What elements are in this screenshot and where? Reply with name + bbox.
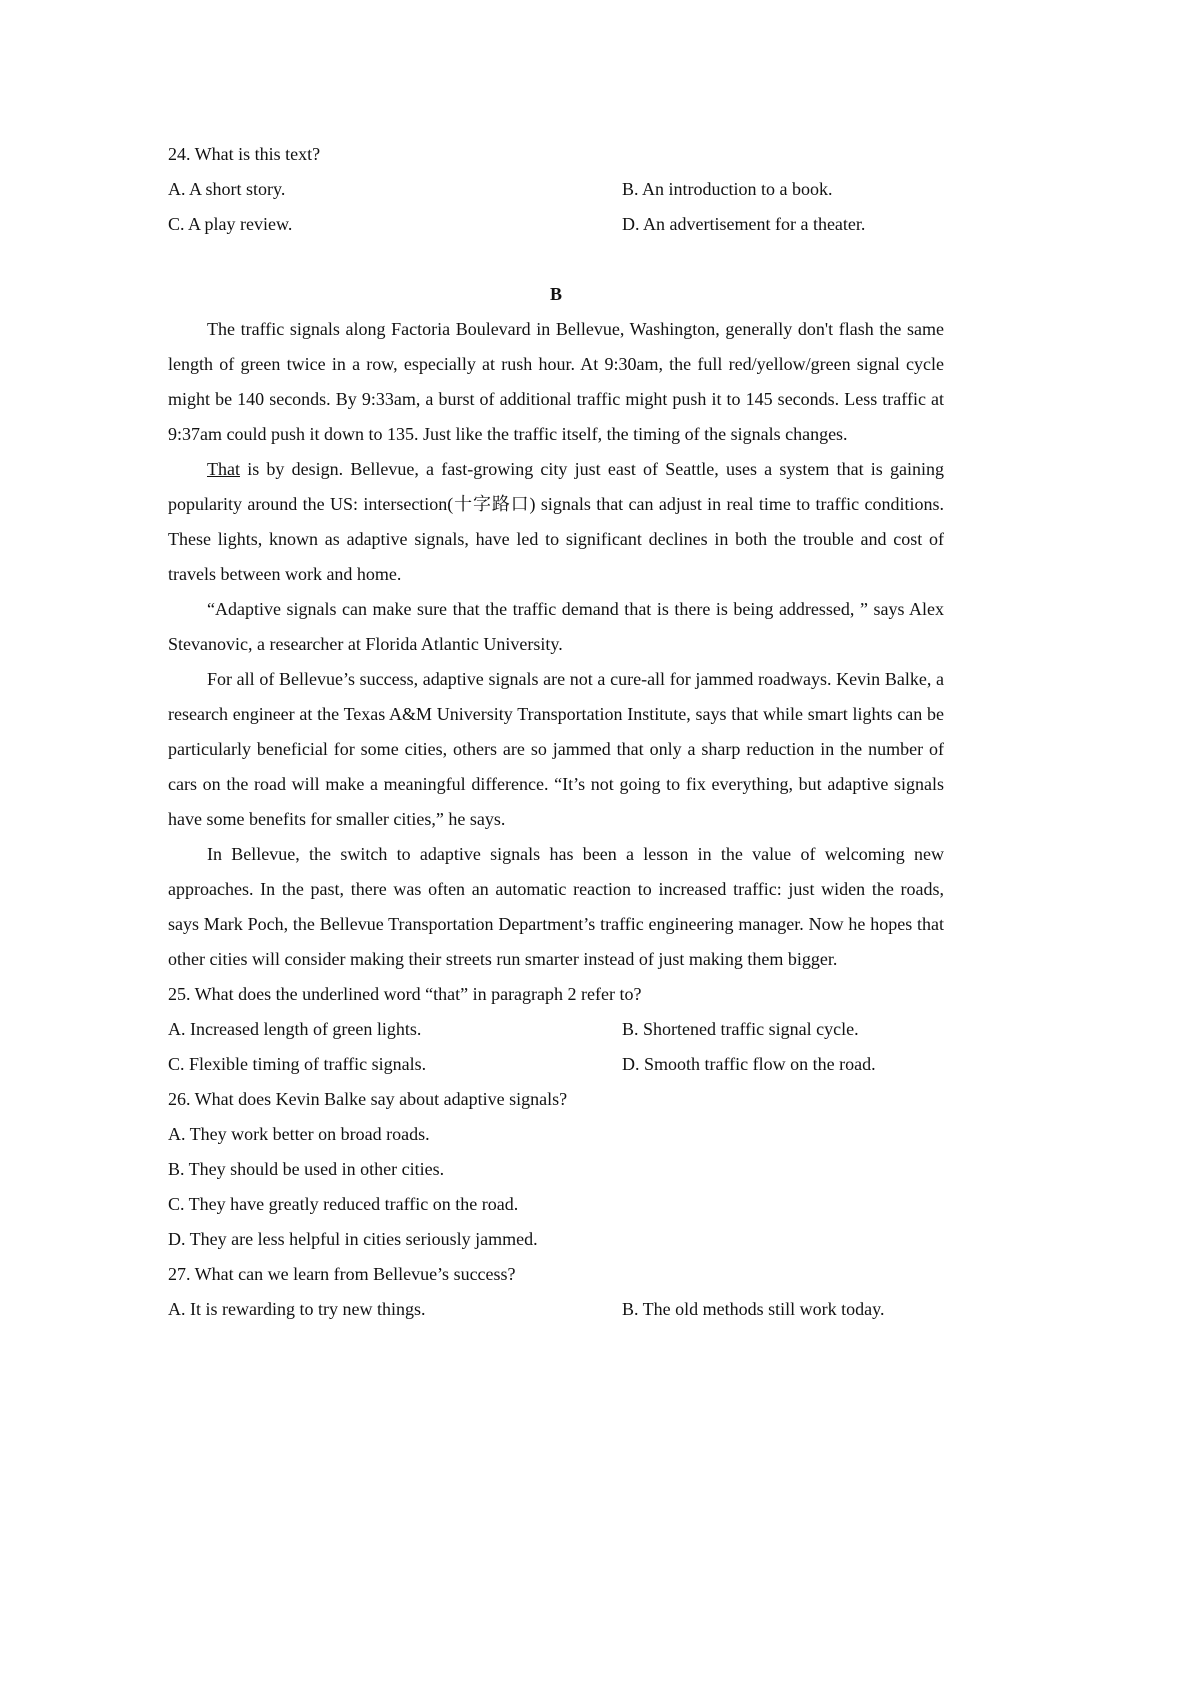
question-24-options-row-1 (168, 172, 944, 207)
question-24-option-a: A. A short story. (168, 179, 286, 199)
question-27-option-b: B. The old methods still work today. (622, 1299, 885, 1319)
section-b-label: B (549, 284, 562, 304)
question-26-option-c: C. They have greatly reduced traffic on the road. (168, 1194, 519, 1214)
passage-paragraph-2 (168, 452, 944, 592)
question-25 (168, 977, 944, 1082)
underlined-word-that: That (207, 459, 240, 479)
question-25-option-d: D. Smooth traffic flow on the road. (622, 1054, 876, 1074)
question-27-option-a: A. It is rewarding to try new things. (168, 1299, 426, 1319)
question-27 (168, 1257, 944, 1327)
question-25-options-row-1 (168, 1012, 944, 1047)
question-24-option-d: D. An advertisement for a theater. (622, 214, 866, 234)
question-27-options-row-1 (168, 1292, 944, 1327)
passage-paragraph-1: The traffic signals along Factoria Boulevard in Bellevue, Washington, generally don't flash the same length of green twice in a row, especially at rush hour. At 9:30am, the full red/yellow/green signal cycle might be 140 seconds. By 9:33am, a burst of additional traffic might push it to 145 seconds. Less traffic at 9:37am could push it down to 135. Just like the traffic itself, the timing of the signals changes. (168, 319, 944, 444)
question-24-stem: 24. What is this text? (168, 144, 321, 164)
question-25-option-b: B. Shortened traffic signal cycle. (622, 1019, 859, 1039)
question-26-option-a: A. They work better on broad roads. (168, 1124, 430, 1144)
question-27-stem: 27. What can we learn from Bellevue’s success? (168, 1264, 516, 1284)
question-24 (168, 137, 944, 242)
passage-paragraph-2-text: is by design. Bellevue, a fast-growing city just east of Seattle, uses a system that is gaining popularity around the US: intersection(十字路口) signals that can adjust in real time to traffic conditions. These lights, known as adaptive signals, have led to significant declines in both the trouble and cost of travels between work and home. (168, 459, 944, 584)
reading-passage (168, 312, 944, 977)
question-24-option-c: C. A play review. (168, 214, 293, 234)
question-26-option-d: D. They are less helpful in cities seriously jammed. (168, 1229, 538, 1249)
passage-paragraph-5: In Bellevue, the switch to adaptive signals has been a lesson in the value of welcoming new approaches. In the past, there was often an automatic reaction to increased traffic: just widen the roads, says Mark Poch, the Bellevue Transportation Department’s traffic engineering manager. Now he hopes that other cities will consider making their streets run smarter instead of just making them bigger. (168, 844, 944, 969)
question-24-option-b: B. An introduction to a book. (622, 179, 833, 199)
passage-paragraph-4: For all of Bellevue’s success, adaptive signals are not a cure-all for jammed roadways. Kevin Balke, a research engineer at the Texas A&M University Transportation Institute, says that while smart lights can be particularly beneficial for some cities, others are so jammed that only a sharp reduction in the number of cars on the road will make a meaningful difference. “It’s not going to fix everything, but adaptive signals have some benefits for smaller cities,” he says. (168, 669, 944, 829)
question-25-option-a: A. Increased length of green lights. (168, 1019, 422, 1039)
question-26-option-b: B. They should be used in other cities. (168, 1159, 445, 1179)
question-25-options-row-2 (168, 1047, 944, 1082)
question-26-stem: 26. What does Kevin Balke say about adaptive signals? (168, 1089, 568, 1109)
question-25-option-c: C. Flexible timing of traffic signals. (168, 1054, 427, 1074)
question-24-options-row-2 (168, 207, 944, 242)
question-25-stem: 25. What does the underlined word “that” in paragraph 2 refer to? (168, 984, 642, 1004)
question-26 (168, 1082, 944, 1257)
passage-paragraph-3: “Adaptive signals can make sure that the traffic demand that is there is being addressed, ” says Alex Stevanovic, a researcher at Florida Atlantic University. (168, 599, 944, 654)
